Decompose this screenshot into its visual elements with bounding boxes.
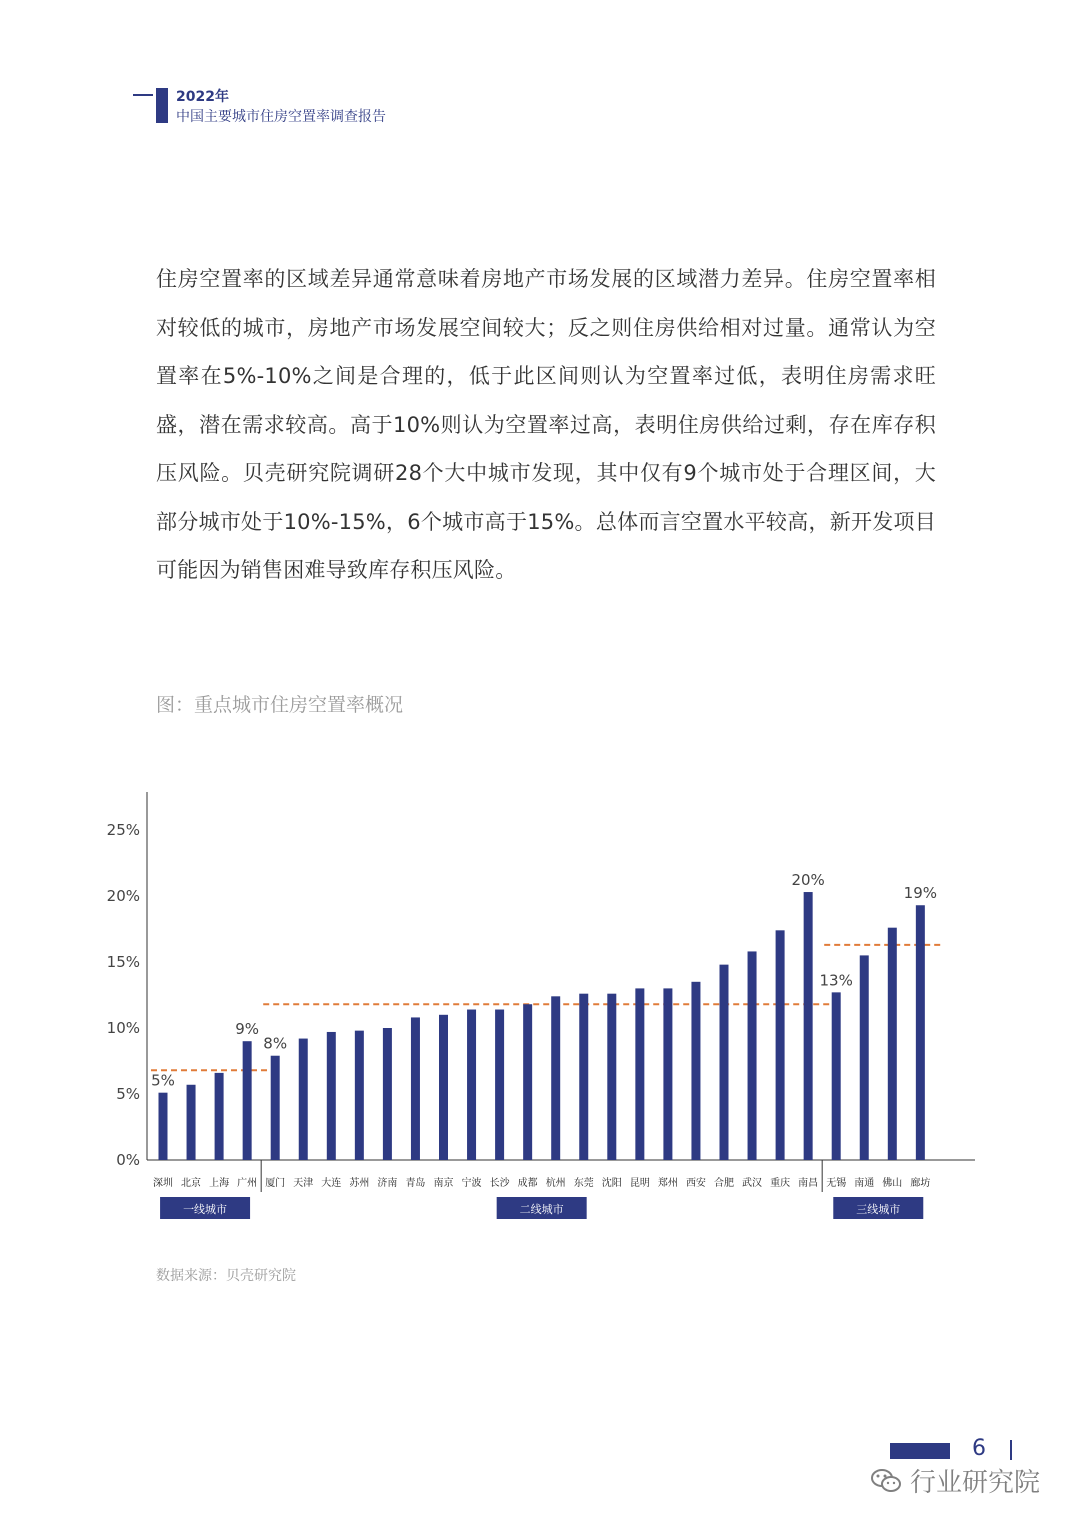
bar	[916, 905, 925, 1160]
x-tick-label: 沈阳	[601, 1178, 622, 1189]
watermark	[870, 1462, 1040, 1499]
x-tick-label: 青岛	[405, 1178, 426, 1189]
bar	[748, 951, 757, 1160]
x-tick-label: 上海	[209, 1178, 230, 1189]
bar	[607, 994, 616, 1160]
watermark-text: 行业研究院	[910, 1468, 1041, 1498]
x-tick-label: 武汉	[742, 1178, 763, 1189]
x-tick-label: 长沙	[489, 1178, 510, 1189]
bar	[159, 1093, 168, 1160]
x-tick-label: 杭州	[545, 1178, 566, 1189]
footer-divider	[1010, 1440, 1012, 1460]
y-tick-label: 25%	[106, 821, 140, 839]
report-year: 2022年	[176, 89, 229, 105]
x-tick-label: 南通	[854, 1178, 875, 1189]
header-accent-line	[133, 94, 153, 96]
x-tick-label: 广州	[237, 1178, 258, 1189]
data-label: 13%	[819, 971, 853, 990]
data-label: 8%	[263, 1034, 288, 1053]
bar	[271, 1056, 280, 1160]
bar	[860, 955, 869, 1160]
x-tick-label: 北京	[181, 1178, 202, 1189]
x-tick-label: 济南	[377, 1178, 398, 1189]
x-tick-label: 南京	[433, 1178, 454, 1189]
data-source: 数据来源：贝壳研究院	[156, 1268, 296, 1284]
x-tick-label: 大连	[321, 1178, 342, 1189]
wechat-icon	[870, 1467, 902, 1495]
bar	[411, 1017, 420, 1160]
page-number: 6	[972, 1436, 986, 1461]
x-tick-label: 无锡	[826, 1178, 847, 1189]
vacancy-rate-bar-chart	[0, 780, 1080, 1240]
bar	[355, 1031, 364, 1160]
bar	[776, 930, 785, 1160]
bar	[579, 994, 588, 1160]
bar	[720, 965, 729, 1160]
bar	[243, 1041, 252, 1160]
bar	[187, 1085, 196, 1160]
bar	[495, 1010, 504, 1160]
bar	[635, 988, 644, 1160]
x-tick-label: 深圳	[153, 1178, 173, 1189]
bar	[383, 1028, 392, 1160]
x-tick-label: 西安	[685, 1178, 706, 1189]
report-title: 中国主要城市住房空置率调查报告	[176, 109, 386, 125]
x-tick-label: 佛山	[882, 1178, 903, 1189]
x-tick-label: 成都	[517, 1178, 538, 1189]
bar	[299, 1039, 308, 1160]
y-tick-label: 0%	[116, 1151, 140, 1169]
x-tick-label: 昆明	[629, 1178, 650, 1189]
y-tick-label: 10%	[106, 1019, 140, 1037]
bar	[467, 1010, 476, 1160]
bar	[888, 928, 897, 1160]
group-label: 三线城市	[856, 1203, 901, 1216]
body-paragraph: 住房空置率的区域差异通常意味着房地产市场发展的区域潜力差异。住房空置率相对较低的城市，房地产市场发展空间较大；反之则住房供给相对过量。通常认为空置率在5%-10%之间是合理的，低于此区间则认为空置率过低，表明住房需求旺盛，潜在需求较高。高于10%则认为空置率过高，表明住房供给过剩，存在库存积压风险。贝壳研究院调研28个大中城市发现，其中仅有9个城市处于合理区间，大部分城市处于10%-15%，6个城市高于15%。总体而言空置水平较高，新开发项目可能因为销售困难导致库存积压风险。	[156, 267, 936, 582]
x-tick-label: 南昌	[798, 1178, 819, 1189]
bar	[804, 892, 813, 1160]
y-tick-label: 20%	[106, 887, 140, 905]
y-tick-label: 15%	[106, 953, 140, 971]
bar	[663, 988, 672, 1160]
data-label: 19%	[903, 884, 938, 903]
header-accent-bar	[156, 88, 168, 123]
bar	[551, 996, 560, 1160]
data-label: 20%	[791, 871, 825, 890]
footer-accent-bar	[890, 1443, 950, 1459]
figure-caption: 图：重点城市住房空置率概况	[156, 694, 404, 716]
x-tick-label: 苏州	[349, 1178, 370, 1189]
x-tick-label: 东莞	[573, 1178, 594, 1189]
bar	[439, 1015, 448, 1160]
data-label: 5%	[151, 1071, 175, 1090]
data-label: 9%	[235, 1020, 260, 1039]
x-tick-label: 郑州	[657, 1178, 678, 1189]
bar	[691, 982, 700, 1160]
group-label: 二线城市	[519, 1203, 564, 1216]
y-tick-label: 5%	[116, 1085, 140, 1103]
bar	[327, 1032, 336, 1160]
x-tick-label: 厦门	[265, 1178, 286, 1189]
bar	[215, 1073, 224, 1160]
x-tick-label: 天津	[293, 1178, 314, 1189]
bar	[832, 992, 841, 1160]
x-tick-label: 重庆	[770, 1178, 791, 1189]
x-tick-label: 宁波	[461, 1178, 482, 1189]
group-label: 一线城市	[183, 1203, 228, 1216]
x-tick-label: 廊坊	[910, 1178, 931, 1189]
x-tick-label: 合肥	[714, 1178, 734, 1189]
bar	[523, 1004, 532, 1160]
